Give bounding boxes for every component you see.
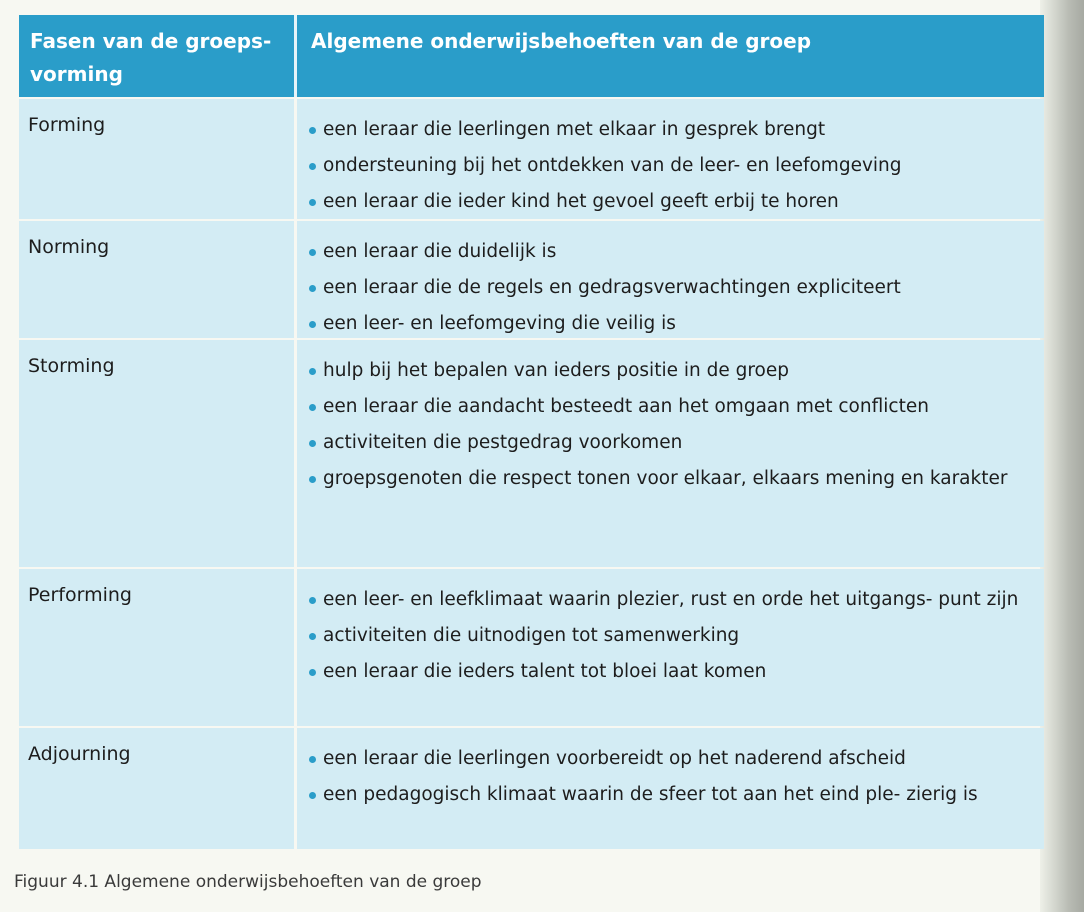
- bullet-icon: [309, 476, 316, 483]
- bullet-icon: [309, 633, 316, 640]
- figure-caption: Figuur 4.1 Algemene onderwijsbehoeften van de groep: [14, 872, 482, 892]
- bullet-icon: [309, 792, 316, 799]
- need-text: een leraar die leerlingen voorbereidt op het naderend afscheid: [323, 748, 906, 769]
- bullet-icon: [309, 440, 316, 447]
- need-item: [307, 621, 1034, 651]
- phase-cell: Norming: [19, 221, 294, 338]
- need-text: activiteiten die pestgedrag voorkomen: [323, 432, 683, 453]
- need-item: [307, 187, 1034, 217]
- need-item: [307, 151, 1034, 181]
- need-text: ondersteuning bij het ontdekken van de leer- en leefomgeving: [323, 155, 902, 176]
- table-row-adjourning: [19, 728, 1044, 849]
- need-text: een leer- en leefomgeving die veilig is: [323, 313, 676, 334]
- need-text: een leraar die leerlingen met elkaar in gesprek brengt: [323, 119, 826, 140]
- need-item: [307, 356, 1034, 386]
- need-text: een leraar die duidelijk is: [323, 241, 557, 262]
- need-text: groepsgenoten die respect tonen voor elkaar, elkaars mening en karakter: [323, 468, 1008, 489]
- need-text: hulp bij het bepalen van ieders positie in de groep: [323, 360, 789, 381]
- table-row-storming: [19, 340, 1044, 567]
- bullet-icon: [309, 756, 316, 763]
- table-row-forming: [19, 99, 1044, 219]
- bullet-icon: [309, 368, 316, 375]
- bullet-icon: [309, 127, 316, 134]
- need-text: een leraar die aandacht besteedt aan het omgaan met conflicten: [323, 396, 929, 417]
- needs-cell: [297, 569, 1044, 726]
- phase-cell: Performing: [19, 569, 294, 726]
- table-header: [19, 15, 1044, 97]
- need-item: [307, 392, 1034, 422]
- bullet-icon: [309, 404, 316, 411]
- table-row-performing: [19, 569, 1044, 726]
- phase-cell: Forming: [19, 99, 294, 219]
- bullet-icon: [309, 321, 316, 328]
- need-item: [307, 585, 1034, 615]
- needs-cell: [297, 99, 1044, 219]
- need-text: een pedagogisch klimaat waarin de sfeer tot aan het eind ple- zierig is: [323, 784, 978, 805]
- bullet-icon: [309, 249, 316, 256]
- need-item: [307, 115, 1034, 145]
- bullet-icon: [309, 597, 316, 604]
- table-row-norming: [19, 221, 1044, 338]
- bullet-icon: [309, 163, 316, 170]
- need-text: een leraar die ieders talent tot bloei laat komen: [323, 661, 767, 682]
- need-item: [307, 744, 1034, 774]
- page-gutter-shadow: [1040, 0, 1084, 912]
- needs-cell: [297, 221, 1044, 338]
- phase-cell: Storming: [19, 340, 294, 567]
- need-item: [307, 464, 1034, 494]
- group-phases-table: [19, 15, 1044, 849]
- need-item: [307, 237, 1034, 267]
- need-item: [307, 780, 1034, 810]
- bullet-icon: [309, 199, 316, 206]
- need-text: een leer- en leefklimaat waarin plezier, rust en orde het uitgangs- punt zijn: [323, 589, 1019, 610]
- need-text: activiteiten die uitnodigen tot samenwerking: [323, 625, 740, 646]
- need-text: een leraar die de regels en gedragsverwachtingen expliciteert: [323, 277, 901, 298]
- need-item: [307, 657, 1034, 687]
- need-text: een leraar die ieder kind het gevoel geeft erbij te horen: [323, 191, 839, 212]
- header-needs: Algemene onderwijsbehoeften van de groep: [311, 29, 812, 53]
- phase-cell: Adjourning: [19, 728, 294, 849]
- header-phase: Fasen van de groeps- vorming: [30, 29, 272, 86]
- needs-cell: [297, 728, 1044, 849]
- bullet-icon: [309, 285, 316, 292]
- need-item: [307, 273, 1034, 303]
- need-item: [307, 309, 1034, 339]
- needs-cell: [297, 340, 1044, 567]
- need-item: [307, 428, 1034, 458]
- bullet-icon: [309, 669, 316, 676]
